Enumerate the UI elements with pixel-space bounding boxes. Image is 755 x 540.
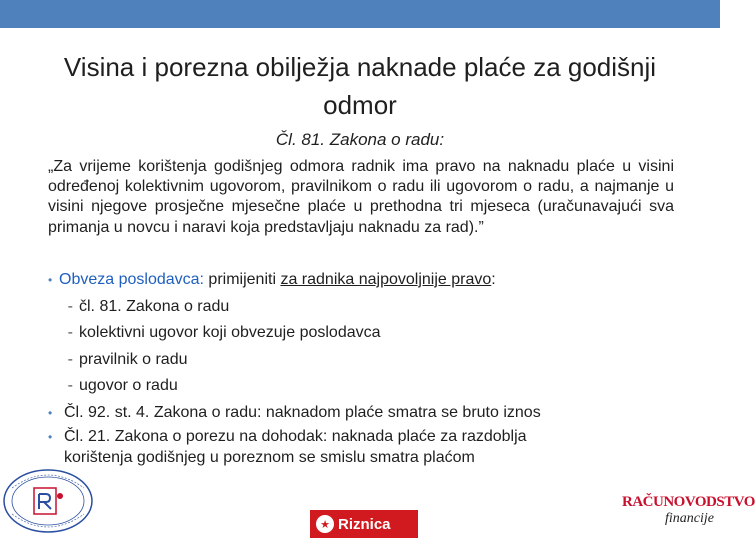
seal-logo-icon — [2, 468, 98, 534]
list-item-obveza — [48, 267, 688, 294]
sub-item-label: čl. 81. Zakona o radu — [79, 297, 230, 315]
sub-item-label: pravilnik o radu — [79, 350, 188, 368]
sub-item-label: ugovor o radu — [79, 377, 178, 394]
dash-icon: - — [67, 324, 73, 341]
riznica-logo-text: Riznica — [338, 515, 391, 533]
top-accent-bar — [0, 0, 720, 28]
sub-item-label: kolektivni ugovor koji obvezuje poslodavca — [79, 324, 381, 341]
bullet-icon: • — [48, 273, 53, 287]
rf-logo-bottom: financije — [665, 511, 714, 526]
institute-logo — [2, 468, 98, 534]
riznica-logo — [310, 510, 418, 538]
slide-title: Visina i porezna obilježja naknade plaće za godišnji odmor — [63, 52, 657, 120]
obveza-text-post: : — [491, 271, 496, 288]
slide-subtitle: Čl. 81. Zakona o radu: — [275, 130, 445, 149]
sub-item — [48, 294, 688, 321]
sub-item — [48, 373, 688, 400]
bullet-icon: • — [48, 405, 53, 420]
list-item-cl21-continued: korištenja godišnjeg u poreznom se smislu smatra plaćom — [64, 449, 475, 466]
list-item-cl92 — [48, 400, 688, 427]
dash-icon: - — [67, 377, 73, 394]
dash-icon: - — [67, 297, 73, 315]
content-list — [48, 267, 688, 468]
obveza-label: Obveza poslodavca: — [59, 271, 204, 288]
law-quote: „Za vrijeme korištenja godišnjeg odmora radnik ima pravo na naknadu plaće u visini određenoj kolektivnim ugovorom, pravilnikom o radu ili ugovorom o radu, a najmanje u visini njegove prosječne mjesečne plaće u prethodna tri mjeseca (uračunavajući sva primanja u novcu i naravi koja predstavljaju naknadu za rad).” — [48, 158, 674, 236]
list-item-cl21 — [48, 426, 688, 448]
sub-item — [48, 320, 688, 347]
crest-icon: ★ — [316, 515, 334, 533]
bullet-icon: • — [48, 430, 53, 444]
dash-icon: - — [67, 350, 73, 368]
item-label: Čl. 21. Zakona o porezu na dohodak: naknada plaće za razdoblja — [64, 428, 527, 445]
obveza-text-underlined: za radnika najpovoljnije pravo — [280, 271, 492, 288]
sub-item — [48, 347, 688, 374]
racunovodstvo-financije-logo — [622, 494, 755, 538]
obveza-text-pre: primijeniti — [203, 271, 281, 288]
item-label: Čl. 92. st. 4. Zakona o radu: naknadom plaće smatra se bruto iznos — [64, 403, 541, 421]
rf-logo-top: RAČUNOVODSTVO — [622, 494, 755, 510]
